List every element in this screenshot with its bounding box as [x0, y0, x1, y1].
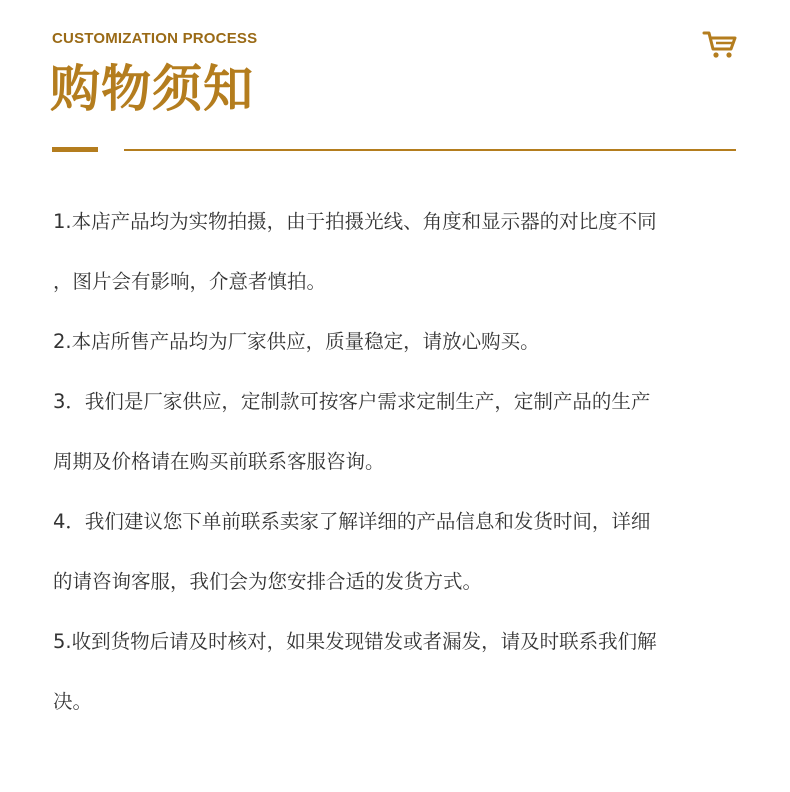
- note-line: 的请咨询客服，我们会为您安排合适的发货方式。: [53, 570, 483, 593]
- note-line: ，图片会有影响，介意者慎拍。: [53, 270, 327, 293]
- note-line: 1.本店产品均为实物拍摄，由于拍摄光线、角度和显示器的对比度不同: [53, 210, 657, 233]
- note-line: 4．我们建议您下单前联系卖家了解详细的产品信息和发货时间，详细: [53, 510, 651, 533]
- title-underline-accent: [52, 147, 98, 152]
- page-title: 购物须知: [50, 60, 254, 118]
- note-line: 周期及价格请在购买前联系客服咨询。: [53, 450, 385, 473]
- shopping-cart-icon[interactable]: [702, 30, 738, 60]
- note-line: 决。: [53, 690, 93, 713]
- note-line: 2.本店所售产品均为厂家供应，质量稳定，请放心购买。: [53, 330, 540, 353]
- section-subtitle: CUSTOMIZATION PROCESS: [52, 30, 258, 47]
- note-line: 5.收到货物后请及时核对，如果发现错发或者漏发，请及时联系我们解: [53, 630, 657, 653]
- title-divider-line: [124, 149, 736, 151]
- note-line: 3．我们是厂家供应，定制款可按客户需求定制生产，定制产品的生产: [53, 390, 651, 413]
